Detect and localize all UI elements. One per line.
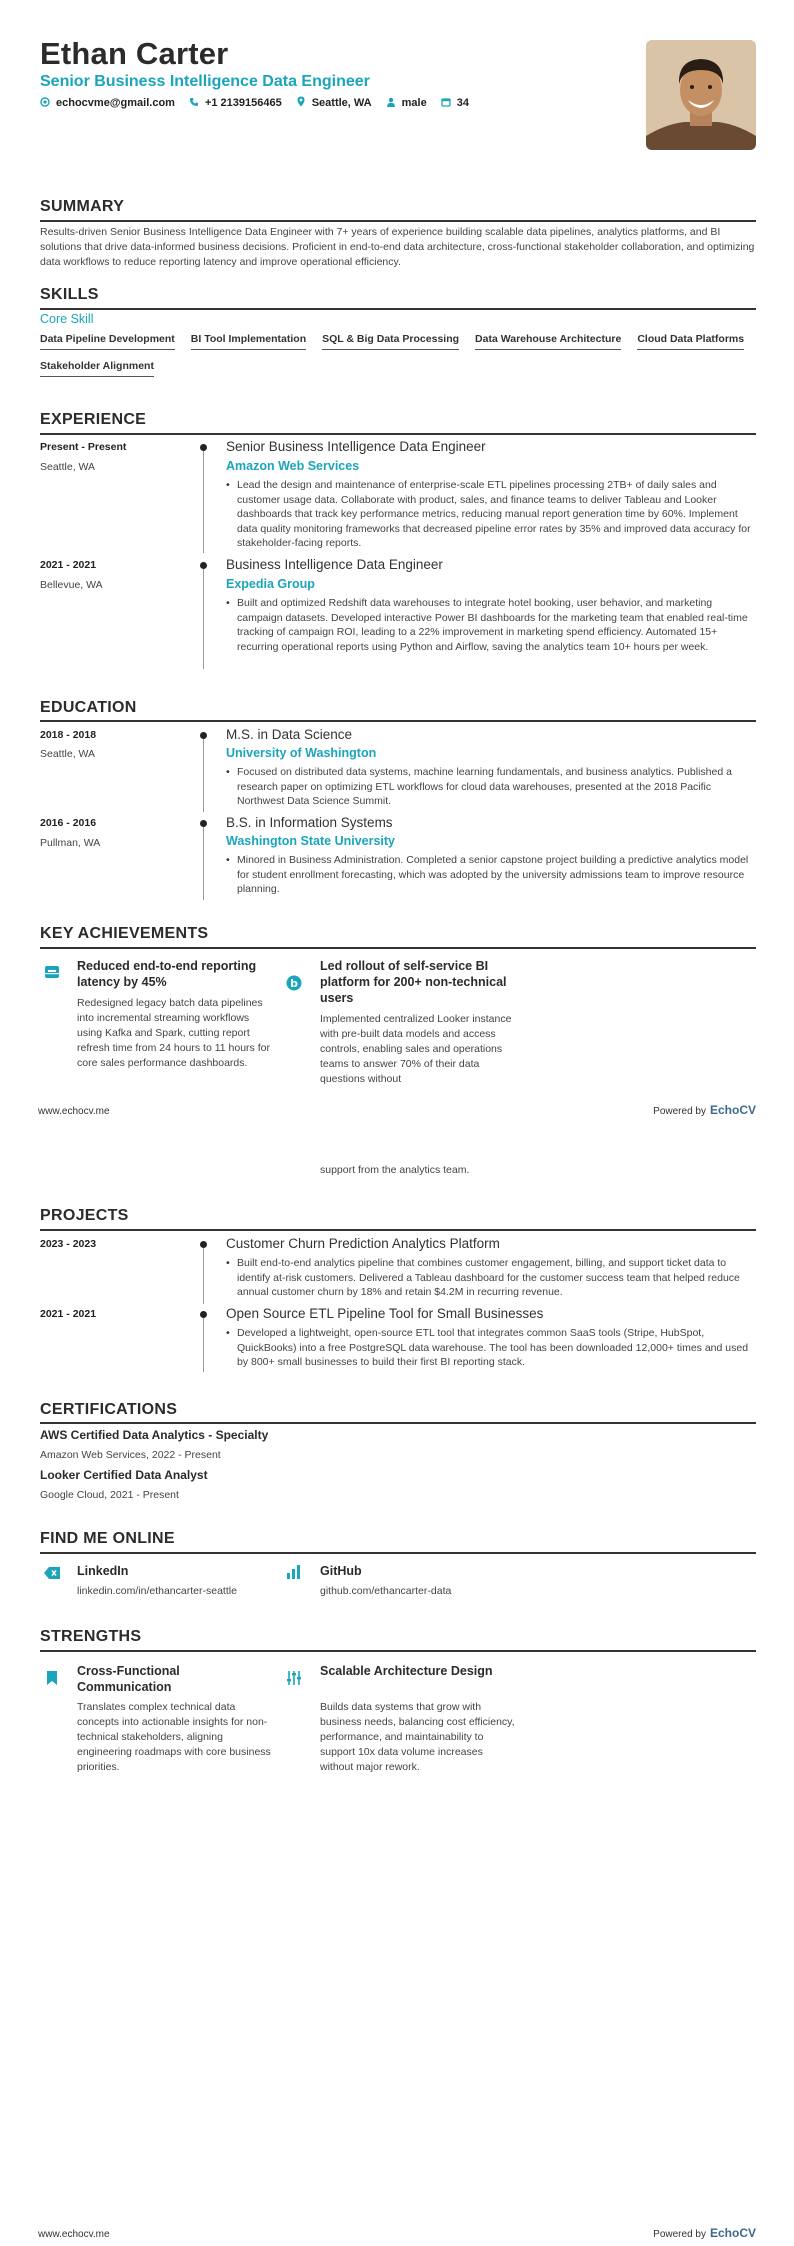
achievement-description-continued: support from the analytics team. xyxy=(320,1164,470,1176)
education-divider xyxy=(40,720,756,722)
education-degree: M.S. in Data Science xyxy=(226,727,353,742)
experience-description: • Built and optimized Redshift data warehouses to integrate hotel booking, user behavior, and marketing campaign datasets. Developed interactive Power BI dashboards for the marketing team that enabled real-time tracking of campaign ROI, leading to a 22% improvement in marketing spend efficiency. Automated 15+ recurring operational reports using Python and Airflow, saving the analytics team 10+ hours per week. xyxy=(226,596,756,654)
online-profile-name: GitHub xyxy=(320,1564,362,1578)
skills-list xyxy=(40,333,756,377)
tag-icon xyxy=(43,1564,61,1582)
achievement-description: Implemented centralized Looker instance with pre-built data models and access controls, enabling sales and operations teams to answer 70% of their data questions without xyxy=(320,1013,512,1085)
candidate-name: Ethan Carter xyxy=(40,36,229,71)
project-date: 2021 - 2021 xyxy=(40,1308,97,1320)
skill-tag: BI Tool Implementation xyxy=(191,333,306,350)
email-text: echocvme@gmail.com xyxy=(56,97,175,109)
online-profile-url[interactable]: linkedin.com/in/ethancarter-seattle xyxy=(77,1585,237,1597)
timeline-dot xyxy=(200,1311,207,1318)
online-profile-url[interactable]: github.com/ethancarter-data xyxy=(320,1585,452,1597)
timeline-dot xyxy=(200,732,207,739)
achievements-divider xyxy=(40,947,756,949)
footer-powered xyxy=(653,1103,756,1117)
person-icon xyxy=(386,97,396,110)
education-school: University of Washington xyxy=(226,746,377,760)
bitcoin-icon xyxy=(285,974,303,992)
bar-chart-icon xyxy=(285,1563,303,1581)
bookmark-icon xyxy=(43,1669,61,1687)
online-profile-name: LinkedIn xyxy=(77,1564,129,1578)
experience-location: Seattle, WA xyxy=(40,461,96,473)
education-date: 2018 - 2018 xyxy=(40,729,97,741)
gender-text: male xyxy=(401,97,427,109)
achievement-title: Led rollout of self-service BI platform for 200+ non-technical users xyxy=(320,959,507,1005)
summary-divider xyxy=(40,220,756,222)
strengths-title: STRENGTHS xyxy=(40,1628,142,1645)
strength-title: Cross-Functional Communication xyxy=(77,1664,180,1694)
powered-by-text: Powered by xyxy=(653,1106,706,1117)
skill-tag: Data Pipeline Development xyxy=(40,333,175,350)
experience-company: Expedia Group xyxy=(226,577,315,591)
project-description: • Built end-to-end analytics pipeline that combines customer engagement, billing, and support ticket data to identify at-risk customers. Delivered a Tableau dashboard for the customer success team that helped reduce annual customer churn by 18% and retain $4.2M in recurring revenue. xyxy=(226,1256,756,1300)
project-title: Open Source ETL Pipeline Tool for Small Businesses xyxy=(226,1306,544,1321)
education-description: • Focused on distributed data systems, machine learning fundamentals, and business analytics. Published a research paper on optimizing ETL workflows for cloud data warehouses, presented at the 2018 Pacific Northwest Data Science Summit. xyxy=(226,765,756,809)
projects-divider xyxy=(40,1229,756,1231)
education-location: Seattle, WA xyxy=(40,748,96,760)
project-date: 2023 - 2023 xyxy=(40,1238,97,1250)
contact-age xyxy=(441,97,469,110)
experience-title: EXPERIENCE xyxy=(40,411,147,428)
skill-tag: Cloud Data Platforms xyxy=(637,333,744,350)
timeline-dot xyxy=(200,1241,207,1248)
projects-title: PROJECTS xyxy=(40,1207,129,1224)
certifications-divider xyxy=(40,1422,756,1424)
timeline-line xyxy=(203,739,204,812)
brand-logo[interactable]: EchoCV xyxy=(709,2226,756,2240)
education-title: EDUCATION xyxy=(40,699,137,716)
certification-issuer: Amazon Web Services, 2022 - Present xyxy=(40,1449,221,1461)
sliders-icon xyxy=(285,1669,303,1687)
powered-by-text: Powered by xyxy=(653,2229,706,2240)
achievements-title: KEY ACHIEVEMENTS xyxy=(40,925,209,942)
experience-company: Amazon Web Services xyxy=(226,459,360,473)
experience-job-title: Business Intelligence Data Engineer xyxy=(226,557,443,572)
timeline-dot xyxy=(200,562,207,569)
timeline-line xyxy=(203,1318,204,1372)
svg-text:b: b xyxy=(290,977,298,990)
experience-location: Bellevue, WA xyxy=(40,579,103,591)
project-description: • Developed a lightweight, open-source ETL tool that integrates common SaaS tools (Stripe, HubSpot, QuickBooks) into a free PostgreSQL data warehouse. The tool has been downloaded 12,000+ times and used by 800+ small businesses to build their first BI reporting stack. xyxy=(226,1326,756,1370)
footer-powered xyxy=(653,2226,756,2240)
education-date: 2016 - 2016 xyxy=(40,817,97,829)
skills-divider xyxy=(40,308,756,310)
location-text: Seattle, WA xyxy=(311,97,372,109)
education-description: • Minored in Business Administration. Completed a senior capstone project building a predictive analytics model for student enrollment forecasting, which was adopted by the university admissions team to improve resource planning. xyxy=(226,853,756,897)
calendar-icon xyxy=(441,97,451,110)
footer-website[interactable]: www.echocv.me xyxy=(38,1106,110,1117)
online-title: FIND ME ONLINE xyxy=(40,1530,175,1547)
project-title: Customer Churn Prediction Analytics Platform xyxy=(226,1236,500,1251)
experience-divider xyxy=(40,433,756,435)
education-school: Washington State University xyxy=(226,834,396,848)
experience-description: • Lead the design and maintenance of enterprise-scale ETL pipelines processing 2TB+ of daily sales and customer usage data. Collaborate with product, sales, and finance teams to deliver Tableau and Looker dashboards that track key performance metrics, reducing manual report generation time by 60%. Implement data quality monitoring frameworks that decreased pipeline error rates by 35% and improved data accuracy for stakeholder-facing reports. xyxy=(226,478,756,551)
experience-job-title: Senior Business Intelligence Data Engineer xyxy=(226,439,486,454)
timeline-dot xyxy=(200,820,207,827)
footer-website[interactable]: www.echocv.me xyxy=(38,2229,110,2240)
certifications-title: CERTIFICATIONS xyxy=(40,1401,178,1418)
contact-row xyxy=(40,96,469,110)
education-degree: B.S. in Information Systems xyxy=(226,815,393,830)
certification-issuer: Google Cloud, 2021 - Present xyxy=(40,1489,179,1501)
candidate-role: Senior Business Intelligence Data Engineer xyxy=(40,73,370,90)
timeline-line xyxy=(203,1248,204,1304)
age-text: 34 xyxy=(456,97,469,109)
strengths-divider xyxy=(40,1650,756,1652)
contact-gender xyxy=(386,97,427,110)
skill-tag: Data Warehouse Architecture xyxy=(475,333,621,350)
location-pin-icon xyxy=(296,96,306,110)
summary-title: SUMMARY xyxy=(40,198,125,215)
inbox-icon xyxy=(43,963,61,981)
profile-photo xyxy=(646,40,756,150)
achievement-description: Redesigned legacy batch data pipelines into incremental streaming workflows using Kafka and Spark, cutting report refresh time from 24 hours to 11 hours for core sales performance dashboards. xyxy=(77,997,270,1069)
timeline-line xyxy=(203,827,204,900)
at-icon xyxy=(40,97,50,110)
phone-text: +1 2139156465 xyxy=(204,97,282,109)
experience-date: 2021 - 2021 xyxy=(40,559,97,571)
contact-location xyxy=(296,96,372,110)
timeline-dot xyxy=(200,444,207,451)
timeline-line xyxy=(203,451,204,553)
certification-name: Looker Certified Data Analyst xyxy=(40,1468,208,1482)
certification-name: AWS Certified Data Analytics - Specialty xyxy=(40,1428,269,1442)
summary-text: Results-driven Senior Business Intelligence Data Engineer with 7+ years of experience building scalable data pipelines, analytics platforms, and BI solutions that drive data-informed business decisions. Proficient in end-to-end data architecture, cross-functional stakeholder collaboration, and optimizing data workflows to reduce reporting latency and improve operational efficiency. xyxy=(40,226,755,268)
contact-phone[interactable] xyxy=(189,97,282,110)
strength-description: Builds data systems that grow with business needs, balancing cost efficiency, performance, and maintainability to support 10x data volume increases without major rework. xyxy=(320,1701,515,1773)
phone-icon xyxy=(189,97,199,110)
strength-description: Translates complex technical data concepts into actionable insights for non-technical stakeholders, aligning engineering roadmaps with core business priorities. xyxy=(77,1701,271,1773)
education-location: Pullman, WA xyxy=(40,837,101,849)
timeline-line xyxy=(203,569,204,669)
skill-tag: Stakeholder Alignment xyxy=(40,360,154,377)
skills-title: SKILLS xyxy=(40,286,99,303)
skills-subtitle: Core Skill xyxy=(40,312,94,326)
strength-title: Scalable Architecture Design xyxy=(320,1664,493,1678)
experience-date: Present - Present xyxy=(40,441,127,453)
achievement-title: Reduced end-to-end reporting latency by 45% xyxy=(77,959,257,989)
contact-email[interactable] xyxy=(40,97,175,110)
skill-tag: SQL & Big Data Processing xyxy=(322,333,459,350)
online-divider xyxy=(40,1552,756,1554)
brand-logo[interactable]: EchoCV xyxy=(709,1103,756,1117)
